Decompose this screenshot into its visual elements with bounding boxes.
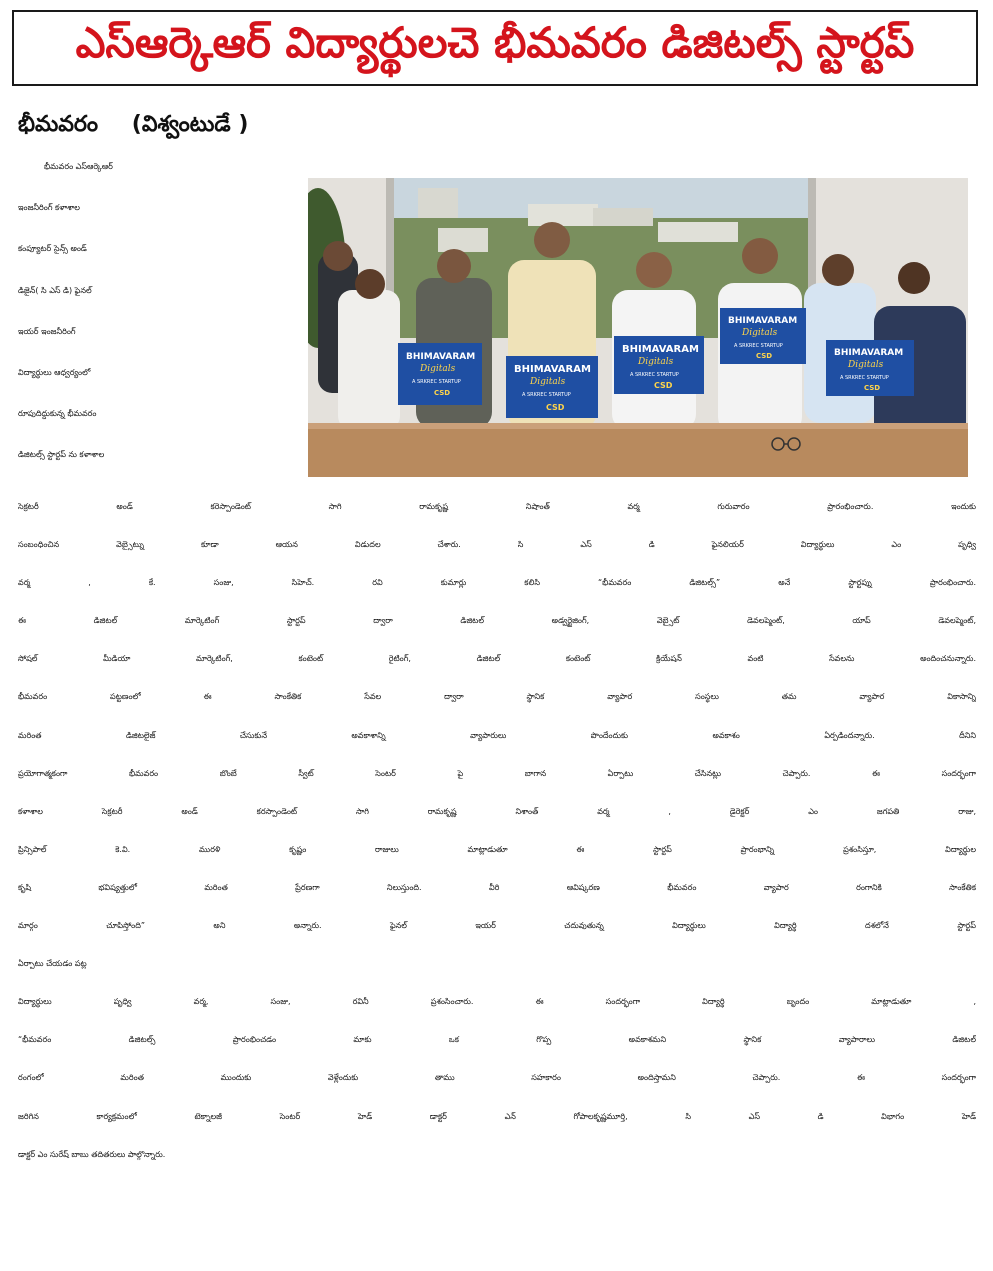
intro-line: డిజిటల్స్ స్టార్టప్ ను కళాశాల (18, 450, 105, 460)
banner-badge: CSD (756, 352, 773, 360)
intro-line: డిజైన్( సి ఎస్ డి) ఫైనల్ (18, 285, 92, 295)
headline-box (12, 10, 978, 86)
body-line: డాక్టర్ ఎం సురేష్ బాబు తదితరులు పాల్గొన్నారు. (18, 1149, 166, 1159)
banner-brand: BHIMAVARAM (514, 364, 591, 375)
banner-brand: BHIMAVARAM (834, 348, 904, 358)
banner-tagline: A SRKREC STARTUP (734, 343, 783, 349)
body-line: సోషల్ మీడియా మార్కెటింగ్, కంటెంట్ రైటింగ్, డిజిటల్ కంటెంట్ క్రియేషన్ వంటి సేవలను అందించనున్నారు. (18, 654, 976, 664)
banner-brand-sub: Digitals (742, 328, 778, 338)
intro-line: ఇంజనీరింగ్ కళాశాల (18, 203, 80, 213)
article-body (18, 488, 976, 1174)
body-line: భీమవరం పట్టణంలో ఈ సాంకేతిక సేవల ద్వారా స్థానిక వ్యాపార సంస్థలు తమ వ్యాపార వికాసాన్ని (18, 692, 976, 702)
banner-badge: CSD (434, 389, 451, 397)
intro-line: భీమవరం ఎస్ఆర్కెఆర్ (44, 162, 113, 171)
body-line: సంబంధించిన వెబ్సైట్ను కూడా ఆయన విడుదల చేశారు. సి ఎస్ డి ఫైనలియర్ విద్యార్థులు ఎం పృధ్వి (18, 540, 976, 550)
intro-column (18, 146, 288, 476)
intro-line: విద్యార్థులు ఆధ్వర్యంలో (18, 368, 91, 378)
banner-brand: BHIMAVARAM (406, 352, 476, 362)
banner-tagline: A SRKREC STARTUP (840, 375, 889, 381)
body-line: ఈ డిజిటల్ మార్కెటింగ్ స్టార్టప్ ద్వారా డిజిటల్ అడ్వర్టైజింగ్, వెబ్సైట్ డెవలప్మెంట్, యాప్ డెవలప్మెంట్, (18, 616, 976, 626)
dateline-place: భీమవరం (18, 112, 99, 137)
body-line: “భీమవరం డిజిటల్స్ ప్రారంభించడం మాకు ఒక గొప్ప అవకాశమని స్థానిక వ్యాపారాలు డిజిటల్ (18, 1035, 976, 1045)
banner-tagline: A SRKREC STARTUP (412, 379, 461, 385)
body-line: మార్గం చూపిస్తోంది” అని అన్నారు. ఫైనల్ ఇయర్ చదువుతున్న విద్యార్థులు విద్యార్థి దశలోనే స్టార్టప్ (18, 921, 976, 931)
banner-brand-sub: Digitals (638, 357, 674, 367)
photo-illustration (308, 178, 968, 477)
banner-brand-sub: Digitals (420, 364, 456, 374)
news-photo (308, 178, 968, 477)
body-line: సెక్రటరీ అండ్ కరెస్పాండెంట్ సాగి రామకృష్ణ నిషాంత్ వర్మ గురువారం ప్రారంభించారు. ఇందుకు (18, 502, 976, 511)
banner-brand: BHIMAVARAM (728, 316, 798, 326)
body-line: ప్రయోగాత్మకంగా భీమవరం బొంబే స్వీట్ సెంటర్ పై బాగాన ఏర్పాటు చేసినట్లు చెప్పారు. ఈ సందర్భంగా (18, 768, 976, 778)
body-line: ప్రిన్సిపాల్ కె.వి. మురళి కృష్ణం రాజులు మాట్లాడుతూ ఈ స్టార్టప్ ప్రారంభాన్ని ప్రశంసిస్తూ, విద్యార్థుల (18, 844, 976, 854)
intro-line: ఇయర్ ఇంజనీరింగ్ (18, 326, 76, 336)
banner-brand: BHIMAVARAM (622, 344, 699, 355)
banner-badge: CSD (654, 381, 673, 390)
headline: ఎస్ఆర్కెఆర్ విద్యార్థులచె భీమవరం డిజిటల్స్ స్టార్టప్ (75, 18, 915, 67)
banner-tagline: A SRKREC STARTUP (522, 392, 571, 398)
body-line: కృషి భవిష్యత్తులో మరింత ప్రేరణగా నిలుస్తుంది. వీరి ఆవిష్కరణ భీమవరం వ్యాపార రంగానికి సాంకేతిక (18, 882, 976, 892)
banner-tagline: A SRKREC STARTUP (630, 372, 679, 378)
banner-brand-sub: Digitals (848, 360, 884, 370)
dateline-source: (విశ్వంటుడే ) (131, 112, 249, 137)
body-line: విద్యార్థులు పృధ్వి వర్మ, సంజు, రవినీ ప్రశంసించారు. ఈ సందర్భంగా విద్యార్థి బృందం మాట్లాడుతూ , (18, 997, 976, 1007)
banner-brand-sub: Digitals (530, 377, 566, 387)
intro-line: కంప్యూటర్ సైన్స్ అండ్ (18, 244, 87, 254)
body-line: రంగంలో మరింత ముందుకు వెళ్లేందుకు తాము సహకారం అందిస్తామని చెప్పారు. ఈ సందర్భంగా (18, 1073, 976, 1083)
body-line: జరిగిన కార్యక్రమంలో టెక్నాలజీ సెంటర్ హెడ్ డాక్టర్ ఎన్ గోపాలకృష్ణమూర్తి, సి ఎస్ డి విభాగం హెడ్ (18, 1111, 976, 1121)
intro-line: రూపుదిద్దుకున్న భీమవరం (18, 409, 97, 419)
dateline (18, 112, 248, 142)
banner-badge: CSD (546, 403, 565, 412)
body-line: ఏర్పాటు చేయడం పట్ల (18, 959, 87, 969)
banner-badge: CSD (864, 384, 881, 392)
body-line: కళాశాల సెక్రటరీ అండ్ కరస్పాండెంట్ సాగి రామకృష్ణ నిశాంత్ వర్మ , డైరెక్టర్ ఎం జగపతి రాజు, (18, 806, 976, 816)
body-line: వర్మ , కే. సంజు, సిహెచ్. రవి కుమార్లు కలిసి “భీమవరం డిజిటల్స్” అనే స్టార్టప్ను ప్రారంభించారు. (18, 578, 976, 588)
body-line: మరింత డిజిటలైజ్ చేసుకునే అవకాశాన్ని వ్యాపారులు పొందేందుకు అవకాశం ఏర్పడిందన్నారు. దీనిని (18, 730, 976, 740)
